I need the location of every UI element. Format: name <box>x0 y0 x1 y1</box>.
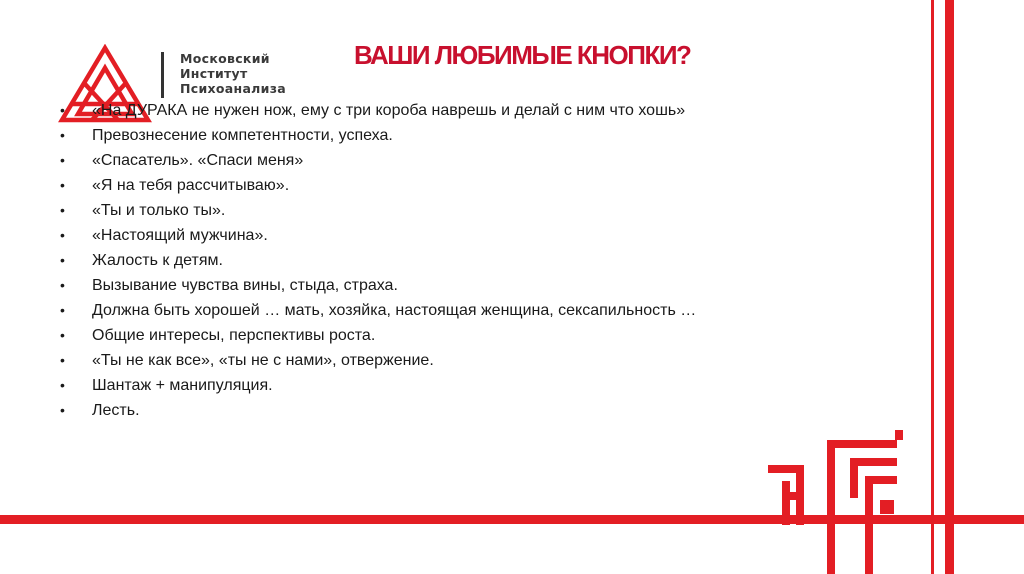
list-item: • «Я на тебя рассчитываю». <box>60 176 760 195</box>
list-item: • Жалость к детям. <box>60 251 760 270</box>
institute-name-line3: Психоанализа <box>180 81 286 96</box>
bullet-list <box>60 101 760 426</box>
right-thin-red-line <box>931 0 934 574</box>
list-item: • «Настоящий мужчина». <box>60 226 760 245</box>
institute-name-line2: Институт <box>180 66 248 81</box>
list-item: • Шантаж + манипуляция. <box>60 376 760 395</box>
list-item: • Общие интересы, перспективы роста. <box>60 326 760 345</box>
list-item: • Должна быть хорошей … мать, хозяйка, настоящая женщина, сексапильность … <box>60 301 760 320</box>
corner-ornament <box>768 430 903 574</box>
institute-name <box>180 51 286 96</box>
logo-divider <box>161 52 164 98</box>
list-item: • «На ДУРАКА не нужен нож, ему с три короба наврешь и делай с ним что хошь» <box>60 101 760 120</box>
right-red-line <box>945 0 954 574</box>
list-item: • Превознесение компетентности, успеха. <box>60 126 760 145</box>
list-item: • Лесть. <box>60 401 760 420</box>
institute-name-line1: Московский <box>180 51 270 66</box>
slide-title: ВАШИ ЛЮБИМЫЕ КНОПКИ? <box>354 40 691 70</box>
list-item: • «Спасатель». «Спаси меня» <box>60 151 760 170</box>
list-item: • «Ты не как все», «ты не с нами», отвержение. <box>60 351 760 370</box>
list-item: • «Ты и только ты». <box>60 201 760 220</box>
list-item: • Вызывание чувства вины, стыда, страха. <box>60 276 760 295</box>
